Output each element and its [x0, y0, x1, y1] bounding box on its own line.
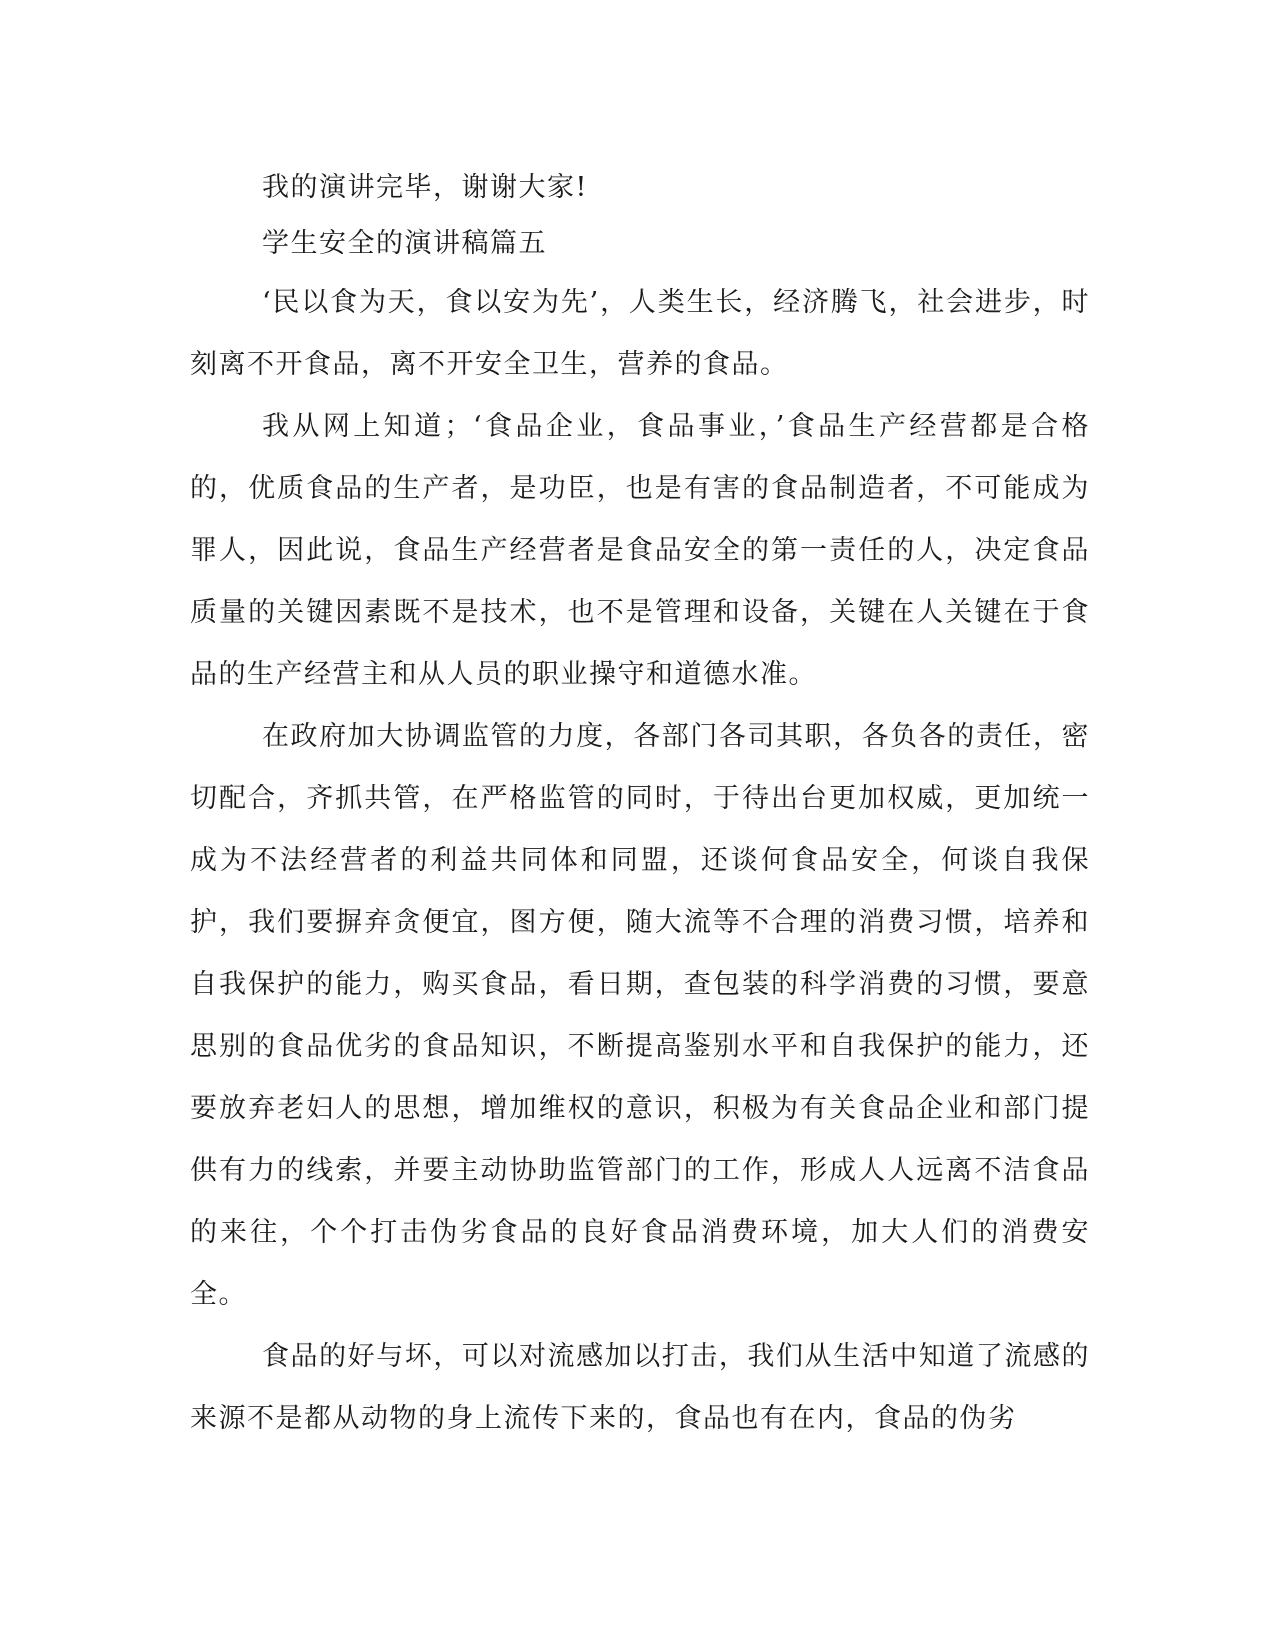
section-title: 学生安全的演讲稿篇五 [262, 228, 547, 259]
body-paragraph-4: 食品的好与坏，可以对流感加以打击，我们从生活中知道了流感的来源不是都从动物的身上流传下来的，食品也有在内，食品的伪劣 [190, 1341, 1090, 1434]
document-body [190, 160, 1090, 1450]
body-paragraph-2: 我从网上知道；‘食品企业，食品事业，’食品生产经营都是合格的，优质食品的生产者，是功臣，也是有害的食品制造者，不可能成为罪人，因此说，食品生产经营者是食品安全的第一责任的人，决定食品质量的关键因素既不是技术，也不是管理和设备，关键在人关键在于食品的生产经营主和从人员的职业操守和道德水准。 [190, 411, 1090, 690]
closing-line: 我的演讲完毕，谢谢大家! [262, 172, 588, 203]
body-paragraph-3: 在政府加大协调监管的力度，各部门各司其职，各负各的责任，密切配合，齐抓共管，在严格监管的同时，于待出台更加权威，更加统一成为不法经营者的利益共同体和同盟，还谈何食品安全，何谈自我保护，我们要摒弃贪便宜，图方便，随大流等不合理的消费习惯，培养和自我保护的能力，购买食品，看日期，查包装的科学消费的习惯，要意思别的食品优劣的食品知识，不断提高鉴别水平和自我保护的能力，还要放弃老妇人的思想，增加维权的意识，积极为有关食品企业和部门提供有力的线索，并要主动协助监管部门的工作，形成人人远离不洁食品的来往，个个打击伪劣食品的良好食品消费环境，加大人们的消费安全。 [190, 721, 1090, 1310]
body-paragraph-1: ‘民以食为天，食以安为先’，人类生长，经济腾飞，社会进步，时刻离不开食品，离不开安全卫生，营养的食品。 [190, 287, 1090, 380]
